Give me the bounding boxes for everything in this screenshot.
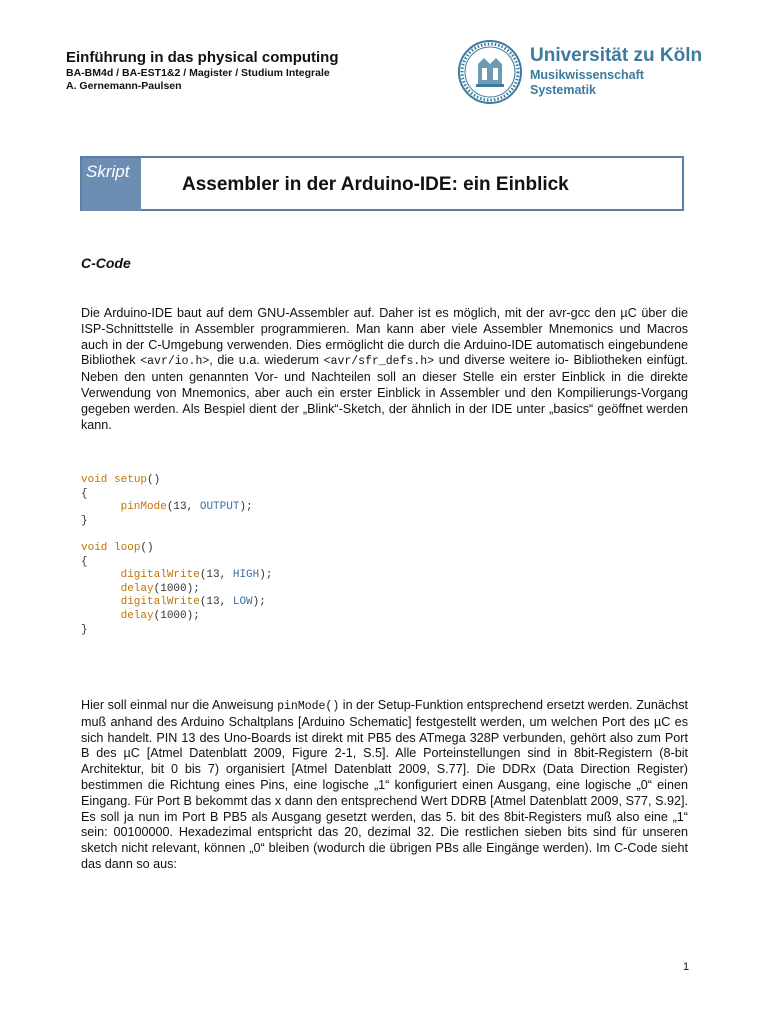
institute-name: Musikwissenschaft — [530, 68, 644, 82]
text-run: , die u.a. wiederum — [209, 353, 324, 368]
code-text: { — [81, 487, 88, 500]
inline-code: <avr/sfr_defs.h> — [323, 355, 435, 369]
code-block-setup — [81, 474, 253, 528]
code-text: () — [147, 474, 161, 486]
code-text: ); — [239, 501, 253, 514]
code-function: delay — [120, 582, 154, 595]
text-run: Die Arduino-IDE baut auf dem GNU-Assembler auf. Daher ist es möglich, mit der avr-gcc den µC über die ISP-Schnittstelle in Assembler programmieren. Man kann aber viele Assembler Mnemonics und Macros auch in der C-Umgebung verwenden. Dies ermöglicht die durch die Arduino-IDE automatisch eingebundene Bibliothek — [81, 306, 688, 368]
university-logo — [530, 44, 702, 98]
university-seal-icon — [458, 40, 522, 104]
intro-paragraph — [81, 306, 688, 433]
code-text: } — [81, 514, 88, 527]
course-header — [66, 48, 339, 93]
text-run: und diverse weitere io- Bibliotheken einfügt. Neben den unten genannten Vor- und Nachteilen soll an dieser Stelle ein erster Einblick in die direkte Verwendung von Mnemonics, aber auch ein erster Einblick in Assembler und den Kompilierungs-Vorgang gegeben werden. Als Bespiel dient der „Blink“-Sketch, der ähnlich in der IDE unter „basics“ geöffnet werden kann. — [81, 353, 688, 432]
page-number: 1 — [683, 961, 690, 973]
code-text: (13, — [166, 501, 200, 514]
code-function: setup — [114, 474, 148, 486]
code-keyword: void — [81, 542, 108, 554]
inline-code: pinMode() — [277, 700, 340, 713]
code-text: () — [140, 542, 154, 554]
text-run: in der Setup-Funktion entsprechend ersetzt werden. Zunächst muß anhand des Arduino Schaltplans [Arduino Schematic] festgestellt werden, um welchen Port des µC es sich handelt. PIN 13 des Uno-Boards ist direkt mit PB5 des ATmega 328P verbunden, gehört also zum Port B des µC [Atmel Datenblatt 2009, Figure 2-1, S.5]. Alle Porteinstellungen sind in 8bit-Registern (8-bit Architektur, bit 0 bis 7) organisiert [Atmel Datenblatt 2009, S.77]. Die DDRx (Data Direction Register) bestimmen die Richtung eines Pins, eine logische „1“ konfiguriert einen Ausgang, eine logische „0“ einen Eingang. Für Port B bekommt das x dann den entsprechend Wert DDRB [Atmel Datenblatt 2009, S77, S.92]. Es soll ja nun im Port B PB5 als Ausgang gesetzt werden, das 5. bit des 8bit-Registers muß also eine „1“ sein: 00100000. Hexadezimal entspricht das 20, dezimal 32. Die restlichen sieben bits sind für unseren sketch nicht relevant, können „0“ bleiben (wodurch die übrigen PBs alle Eingänge werden). Im C-Code sieht das dann so aus: — [81, 698, 688, 871]
code-text: (13, — [199, 596, 233, 609]
code-text: ); — [259, 569, 273, 582]
code-constant: OUTPUT — [199, 501, 240, 514]
code-text: (13, — [199, 569, 233, 582]
author: A. Gernemann-Paulsen — [66, 80, 182, 92]
code-function: delay — [120, 609, 154, 622]
document-title: Assembler in der Arduino-IDE: ein Einblick — [182, 174, 569, 195]
explanation-paragraph — [81, 698, 688, 873]
inline-code: <avr/io.h> — [140, 355, 210, 369]
course-title: Einführung in das physical computing — [66, 49, 339, 66]
code-text: ); — [252, 596, 266, 609]
university-name: Universität zu Köln — [530, 45, 703, 66]
code-text: { — [81, 555, 88, 568]
code-text: (1000); — [153, 609, 200, 622]
code-constant: HIGH — [232, 569, 260, 582]
code-constant: LOW — [232, 596, 253, 609]
code-function: digitalWrite — [120, 569, 200, 582]
title-box — [80, 156, 684, 211]
code-keyword: void — [81, 474, 108, 486]
code-block-loop — [81, 542, 272, 637]
code-function: digitalWrite — [120, 596, 200, 609]
institute-department: Systematik — [530, 83, 597, 97]
code-text: } — [81, 623, 88, 636]
code-function: loop — [114, 542, 141, 554]
text-run: Hier soll einmal nur die Anweisung — [81, 698, 278, 712]
code-text: (1000); — [153, 582, 200, 595]
section-heading: C-Code — [81, 255, 131, 271]
skript-tab: Skript — [82, 158, 141, 211]
course-programs: BA-BM4d / BA-EST1&2 / Magister / Studium Integrale — [66, 67, 330, 79]
code-function: pinMode — [120, 501, 167, 514]
